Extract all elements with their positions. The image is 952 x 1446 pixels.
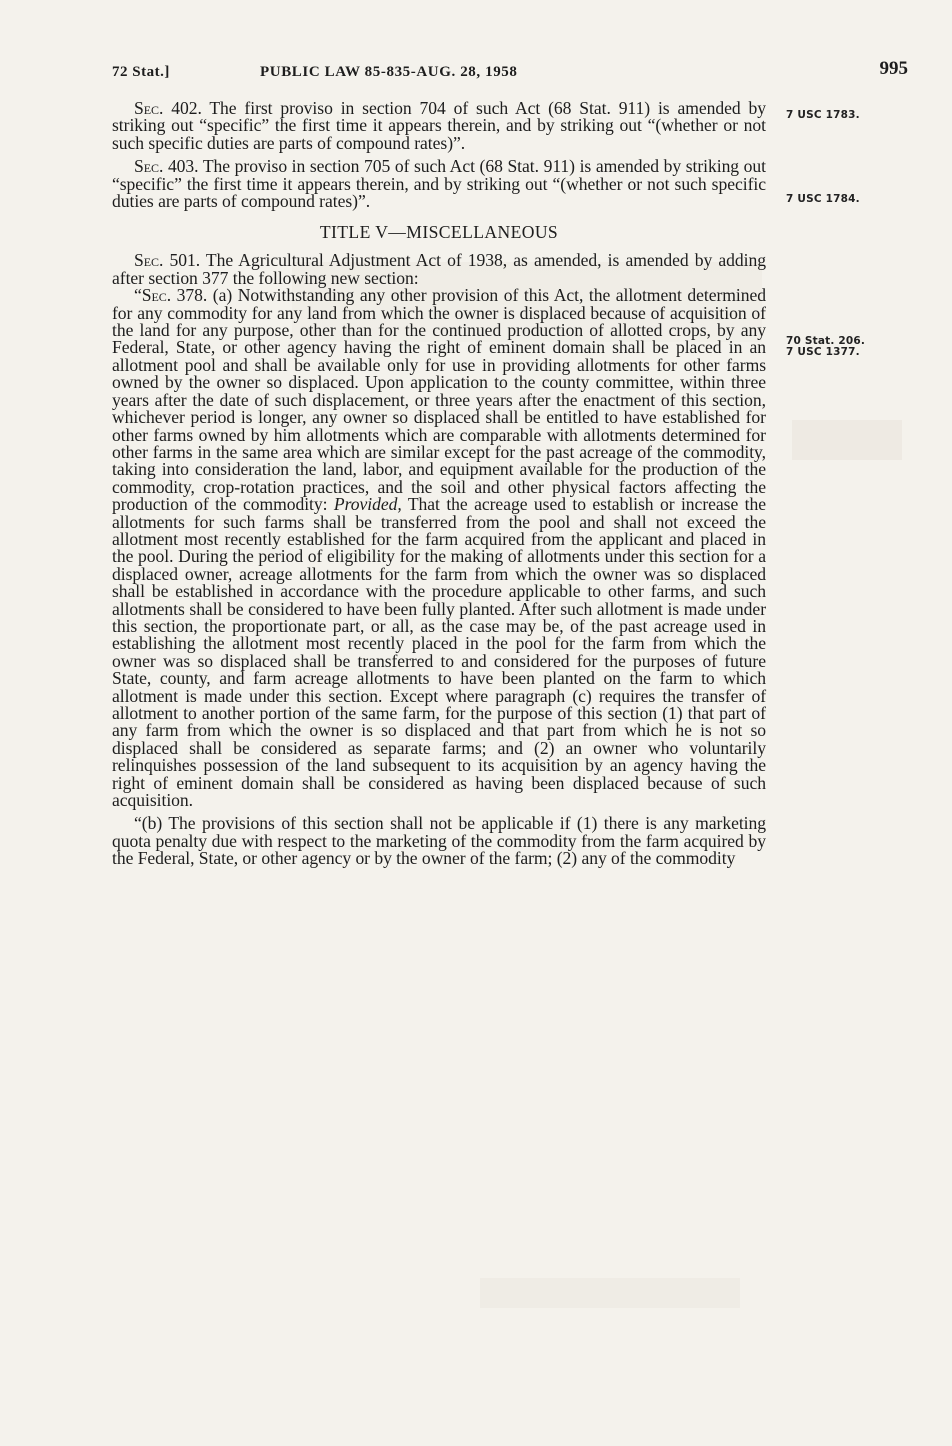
page-number: 995 (879, 58, 908, 79)
running-header (112, 58, 908, 88)
section-501: Sec. 501. The Agricultural Adjustment Act of 1938, as amended, is amended by adding after section 377 the following new section: (112, 250, 766, 288)
margin-citation-1783: 7 USC 1783. (786, 109, 860, 121)
section-378-b: “(b) The provisions of this section shall not be applicable if (1) there is any marketing quota penalty due with respect to the marketing of the commodity from the farm acquired by the Federal, State, or other agency or by the owner of the farm; (2) any of the commodity (112, 813, 766, 869)
show-through-decoration (792, 420, 902, 460)
margin-citation-1784: 7 USC 1784. (786, 193, 860, 205)
section-403: Sec. 403. The proviso in section 705 of such Act (68 Stat. 911) is amended by striking out “specific” the first time it appears therein, and by striking out “(whether or not such specific duties are parts of compound rates)”. (112, 156, 766, 212)
show-through-decoration (480, 1278, 740, 1308)
section-378-a: “Sec. 378. (a) Notwithstanding any other provision of this Act, the allotment determined for any commodity for any land from which the owner is displaced because of acquisition of the land for any purpose, other than for the continued production of allotted crops, by any Federal, State, or other agency having the right of eminent domain shall be placed in an allotment pool and shall be available only for use in providing allotments for other farms owned by the owner so displaced. Upon application to the county committee, within three years after the date of such displacement, or three years after the enactment of this section, whichever period is longer, any owner so displaced shall be entitled to have established for other farms owned by him allotments which are comparable with allotments determined for other farms in the same area which are similar except for the past acreage of the commodity, taking into consideration the land, labor, and equipment available for the production of the commodity, crop-rotation practices, and the soil and other physical factors affecting the production of the commodity: Provided, That the acreage used to establish or increase the allotments for such farms shall be transferred from the pool and shall not exceed the allotment most recently established for the farm acquired from the applicant and placed in the pool. During the period of eligibility for the making of allotments under this section for a displaced owner, acreage allotments for the farm from which the owner was so displaced shall be established in accordance with the procedure applicable to other farms, and such allotments shall be considered to have been fully planted. After such allotment is made under this section, the proportionate part, or all, as the case may be, of the past acreage used in establishing the allotment most recently placed in the pool for the farm from which the owner was so displaced shall be transferred to and considered for the purposes of future State, county, and farm acreage allotments to have been planted on the farm to which allotment is made under this section. Except where paragraph (c) requires the transfer of allotment to another portion of the same farm, for the purpose of this section (1) that part of any farm from which the owner is so displaced and that part from which he is not so displaced shall be considered as separate farms; and (2) an owner who voluntarily relinquishes possession of the land subsequent to its acquisition by an agency having the right of eminent domain shall be considered as having been displaced because of such acquisition. (112, 285, 766, 811)
header-title: PUBLIC LAW 85-835-AUG. 28, 1958 (260, 64, 518, 80)
margin-citation-1377: 70 Stat. 206. 7 USC 1377. (786, 335, 866, 358)
header-volume: 72 Stat.] (112, 64, 170, 80)
section-402: Sec. 402. The first proviso in section 704 of such Act (68 Stat. 911) is amended by striking out “specific” the first time it appears therein, and by striking out “(whether or not such specific duties are parts of compound rates)”. (112, 98, 766, 153)
document-body (112, 100, 766, 868)
title-heading: TITLE V—MISCELLANEOUS (319, 222, 559, 243)
